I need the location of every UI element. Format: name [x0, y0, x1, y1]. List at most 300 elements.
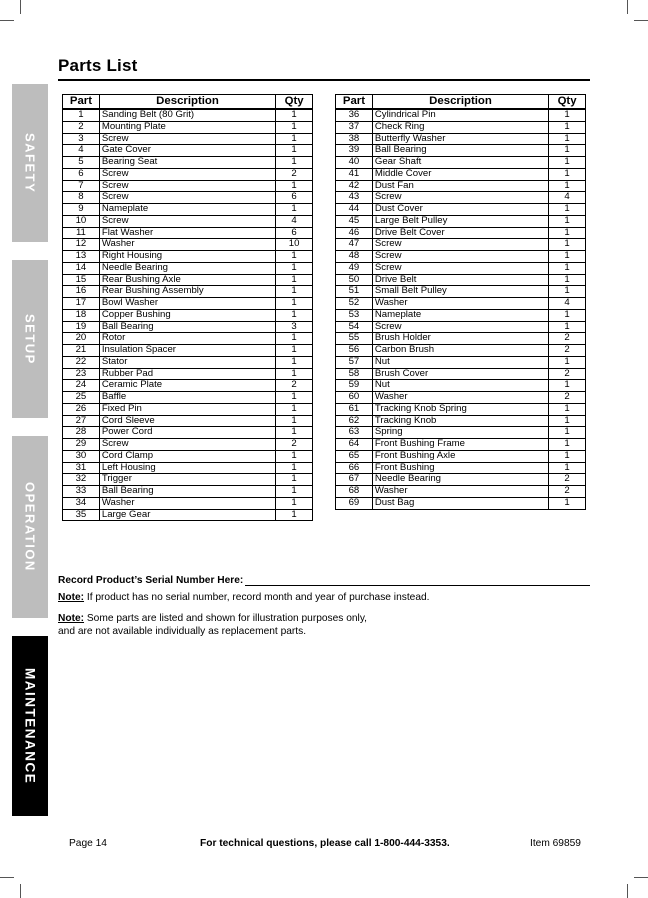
part-number-cell: 26: [63, 403, 100, 415]
description-cell: Brush Holder: [372, 333, 548, 345]
description-cell: Insulation Spacer: [99, 345, 275, 357]
description-cell: Tracking Knob: [372, 415, 548, 427]
part-number-cell: 56: [336, 345, 373, 357]
description-cell: Screw: [372, 192, 548, 204]
qty-cell: 1: [276, 251, 313, 263]
table-row: [63, 380, 313, 392]
table-row: [336, 274, 586, 286]
table-row: [336, 168, 586, 180]
qty-cell: 1: [276, 274, 313, 286]
description-cell: Fixed Pin: [99, 403, 275, 415]
qty-cell: 2: [276, 380, 313, 392]
description-cell: Sanding Belt (80 Grit): [99, 109, 275, 121]
part-number-cell: 11: [63, 227, 100, 239]
qty-cell: 1: [549, 204, 586, 216]
qty-cell: 1: [549, 497, 586, 509]
qty-cell: 1: [276, 486, 313, 498]
qty-cell: 1: [276, 427, 313, 439]
part-number-cell: 45: [336, 215, 373, 227]
part-number-cell: 15: [63, 274, 100, 286]
table-row: [63, 121, 313, 133]
table-row: [63, 145, 313, 157]
description-cell: Nameplate: [372, 309, 548, 321]
tab-maintenance-label: MAINTENANCE: [22, 667, 38, 785]
qty-cell: 1: [549, 215, 586, 227]
description-cell: Gate Cover: [99, 145, 275, 157]
part-number-cell: 50: [336, 274, 373, 286]
table-row: [63, 286, 313, 298]
table-row: [336, 356, 586, 368]
header-qty: Qty: [549, 95, 586, 110]
qty-cell: 1: [276, 356, 313, 368]
description-cell: Bearing Seat: [99, 157, 275, 169]
part-number-cell: 2: [63, 121, 100, 133]
part-number-cell: 49: [336, 262, 373, 274]
table-row: [336, 133, 586, 145]
crop-mark: [627, 0, 628, 14]
qty-cell: 1: [549, 262, 586, 274]
table-row: [336, 180, 586, 192]
qty-cell: 1: [276, 415, 313, 427]
qty-cell: 1: [549, 356, 586, 368]
part-number-cell: 9: [63, 204, 100, 216]
header-description: Description: [99, 95, 275, 110]
table-row: [63, 180, 313, 192]
table-row: [63, 403, 313, 415]
table-row: [63, 368, 313, 380]
part-number-cell: 32: [63, 474, 100, 486]
description-cell: Butterfly Washer: [372, 133, 548, 145]
support-line: For technical questions, please call 1-800-444-3353.: [200, 838, 450, 849]
qty-cell: 1: [276, 474, 313, 486]
note-illustration: [58, 613, 367, 638]
part-number-cell: 58: [336, 368, 373, 380]
part-number-cell: 14: [63, 262, 100, 274]
description-cell: Front Bushing Axle: [372, 450, 548, 462]
qty-cell: 2: [549, 392, 586, 404]
table-row: [63, 309, 313, 321]
part-number-cell: 66: [336, 462, 373, 474]
qty-cell: 1: [276, 298, 313, 310]
part-number-cell: 39: [336, 145, 373, 157]
table-row: [63, 227, 313, 239]
qty-cell: 1: [549, 157, 586, 169]
header-qty: Qty: [276, 95, 313, 110]
description-cell: Washer: [372, 298, 548, 310]
serial-number-blank: [245, 575, 590, 586]
qty-cell: 4: [549, 192, 586, 204]
description-cell: Rear Bushing Axle: [99, 274, 275, 286]
table-row: [63, 239, 313, 251]
table-row: [336, 227, 586, 239]
note-label: Note:: [58, 613, 85, 624]
description-cell: Middle Cover: [372, 168, 548, 180]
qty-cell: 1: [549, 309, 586, 321]
part-number-cell: 27: [63, 415, 100, 427]
crop-mark: [634, 877, 648, 878]
part-number-cell: 38: [336, 133, 373, 145]
part-number-cell: 18: [63, 309, 100, 321]
title-divider: [58, 79, 590, 81]
table-row: [63, 345, 313, 357]
header-description: Description: [372, 95, 548, 110]
table-row: [336, 192, 586, 204]
table-row: [336, 251, 586, 263]
description-cell: Washer: [99, 239, 275, 251]
description-cell: Mounting Plate: [99, 121, 275, 133]
qty-cell: 1: [549, 227, 586, 239]
part-number-cell: 57: [336, 356, 373, 368]
qty-cell: 2: [276, 439, 313, 451]
table-row: [336, 145, 586, 157]
part-number-cell: 55: [336, 333, 373, 345]
qty-cell: 1: [549, 415, 586, 427]
table-row: [336, 298, 586, 310]
part-number-cell: 24: [63, 380, 100, 392]
qty-cell: 1: [549, 274, 586, 286]
part-number-cell: 68: [336, 486, 373, 498]
part-number-cell: 46: [336, 227, 373, 239]
part-number-cell: 53: [336, 309, 373, 321]
tab-safety-label: SAFETY: [22, 132, 38, 194]
qty-cell: 1: [276, 157, 313, 169]
part-number-cell: 30: [63, 450, 100, 462]
serial-number-label: Record Product’s Serial Number Here:: [58, 575, 244, 586]
description-cell: Front Bushing Frame: [372, 439, 548, 451]
part-number-cell: 44: [336, 204, 373, 216]
table-row: [63, 497, 313, 509]
table-header-row: [63, 95, 313, 110]
description-cell: Brush Cover: [372, 368, 548, 380]
part-number-cell: 7: [63, 180, 100, 192]
description-cell: Dust Cover: [372, 204, 548, 216]
qty-cell: 1: [549, 239, 586, 251]
part-number-cell: 6: [63, 168, 100, 180]
description-cell: Screw: [372, 251, 548, 263]
part-number-cell: 40: [336, 157, 373, 169]
description-cell: Screw: [99, 215, 275, 227]
table-row: [336, 392, 586, 404]
item-number: Item 69859: [530, 838, 581, 849]
part-number-cell: 43: [336, 192, 373, 204]
part-number-cell: 23: [63, 368, 100, 380]
table-row: [336, 309, 586, 321]
table-row: [63, 109, 313, 121]
part-number-cell: 60: [336, 392, 373, 404]
description-cell: Nameplate: [99, 204, 275, 216]
tab-safety[interactable]: [12, 84, 48, 242]
table-row: [336, 215, 586, 227]
qty-cell: 10: [276, 239, 313, 251]
table-row: [63, 251, 313, 263]
header-part: Part: [336, 95, 373, 110]
table-row: [63, 157, 313, 169]
table-row: [336, 239, 586, 251]
part-number-cell: 17: [63, 298, 100, 310]
qty-cell: 2: [549, 486, 586, 498]
table-row: [63, 133, 313, 145]
part-number-cell: 29: [63, 439, 100, 451]
table-row: [336, 462, 586, 474]
qty-cell: 1: [276, 403, 313, 415]
table-row: [63, 168, 313, 180]
table-header-row: [336, 95, 586, 110]
description-cell: Rotor: [99, 333, 275, 345]
crop-mark: [627, 884, 628, 898]
part-number-cell: 52: [336, 298, 373, 310]
qty-cell: 1: [549, 462, 586, 474]
qty-cell: 2: [549, 474, 586, 486]
table-row: [336, 368, 586, 380]
tab-operation[interactable]: [12, 436, 48, 618]
description-cell: Rubber Pad: [99, 368, 275, 380]
table-row: [63, 450, 313, 462]
note-serial: [58, 592, 429, 605]
description-cell: Large Gear: [99, 509, 275, 521]
description-cell: Carbon Brush: [372, 345, 548, 357]
page-number: Page 14: [69, 838, 107, 849]
part-number-cell: 28: [63, 427, 100, 439]
description-cell: Needle Bearing: [99, 262, 275, 274]
description-cell: Washer: [372, 392, 548, 404]
part-number-cell: 65: [336, 450, 373, 462]
tab-maintenance[interactable]: [12, 636, 48, 816]
part-number-cell: 62: [336, 415, 373, 427]
table-row: [336, 121, 586, 133]
description-cell: Flat Washer: [99, 227, 275, 239]
table-row: [336, 204, 586, 216]
part-number-cell: 61: [336, 403, 373, 415]
part-number-cell: 42: [336, 180, 373, 192]
qty-cell: 1: [276, 286, 313, 298]
part-number-cell: 1: [63, 109, 100, 121]
qty-cell: 1: [276, 345, 313, 357]
qty-cell: 1: [549, 168, 586, 180]
description-cell: Cord Sleeve: [99, 415, 275, 427]
parts-table-right: [335, 94, 586, 510]
qty-cell: 1: [549, 133, 586, 145]
description-cell: Baffle: [99, 392, 275, 404]
qty-cell: 1: [276, 509, 313, 521]
description-cell: Ball Bearing: [99, 486, 275, 498]
qty-cell: 1: [276, 333, 313, 345]
table-row: [63, 192, 313, 204]
description-cell: Tracking Knob Spring: [372, 403, 548, 415]
part-number-cell: 34: [63, 497, 100, 509]
qty-cell: 1: [276, 309, 313, 321]
part-number-cell: 69: [336, 497, 373, 509]
part-number-cell: 21: [63, 345, 100, 357]
table-row: [63, 321, 313, 333]
description-cell: Drive Belt Cover: [372, 227, 548, 239]
description-cell: Spring: [372, 427, 548, 439]
qty-cell: 4: [276, 215, 313, 227]
part-number-cell: 12: [63, 239, 100, 251]
description-cell: Needle Bearing: [372, 474, 548, 486]
table-row: [336, 286, 586, 298]
table-row: [336, 427, 586, 439]
qty-cell: 4: [549, 298, 586, 310]
table-row: [63, 439, 313, 451]
part-number-cell: 22: [63, 356, 100, 368]
qty-cell: 1: [276, 462, 313, 474]
table-row: [63, 392, 313, 404]
part-number-cell: 67: [336, 474, 373, 486]
table-row: [336, 333, 586, 345]
qty-cell: 2: [276, 168, 313, 180]
table-row: [63, 356, 313, 368]
part-number-cell: 54: [336, 321, 373, 333]
qty-cell: 1: [549, 380, 586, 392]
description-cell: Screw: [99, 133, 275, 145]
part-number-cell: 64: [336, 439, 373, 451]
description-cell: Screw: [99, 439, 275, 451]
crop-mark: [0, 877, 14, 878]
table-row: [63, 427, 313, 439]
description-cell: Nut: [372, 356, 548, 368]
description-cell: Cord Clamp: [99, 450, 275, 462]
description-cell: Copper Bushing: [99, 309, 275, 321]
table-row: [63, 298, 313, 310]
qty-cell: 1: [549, 427, 586, 439]
description-cell: Small Belt Pulley: [372, 286, 548, 298]
table-row: [336, 474, 586, 486]
note-text: and are not available individually as replacement parts.: [58, 625, 307, 637]
part-number-cell: 19: [63, 321, 100, 333]
table-row: [63, 415, 313, 427]
description-cell: Screw: [372, 239, 548, 251]
qty-cell: 1: [549, 403, 586, 415]
qty-cell: 3: [276, 321, 313, 333]
qty-cell: 1: [276, 133, 313, 145]
description-cell: Washer: [372, 486, 548, 498]
part-number-cell: 25: [63, 392, 100, 404]
description-cell: Dust Fan: [372, 180, 548, 192]
description-cell: Power Cord: [99, 427, 275, 439]
table-row: [336, 109, 586, 121]
qty-cell: 1: [549, 321, 586, 333]
part-number-cell: 8: [63, 192, 100, 204]
qty-cell: 1: [549, 450, 586, 462]
page-title: Parts List: [58, 56, 138, 75]
qty-cell: 1: [276, 392, 313, 404]
table-row: [63, 486, 313, 498]
table-row: [63, 274, 313, 286]
crop-mark: [20, 0, 21, 14]
note-text: Some parts are listed and shown for illustration purposes only,: [86, 613, 367, 624]
description-cell: Ceramic Plate: [99, 380, 275, 392]
qty-cell: 1: [549, 145, 586, 157]
description-cell: Drive Belt: [372, 274, 548, 286]
part-number-cell: 37: [336, 121, 373, 133]
tab-setup-label: SETUP: [22, 313, 38, 365]
note-label: Note:: [58, 592, 85, 603]
description-cell: Ball Bearing: [372, 145, 548, 157]
table-row: [336, 415, 586, 427]
description-cell: Screw: [372, 262, 548, 274]
qty-cell: 6: [276, 227, 313, 239]
qty-cell: 1: [276, 180, 313, 192]
part-number-cell: 33: [63, 486, 100, 498]
description-cell: Front Bushing: [372, 462, 548, 474]
part-number-cell: 3: [63, 133, 100, 145]
qty-cell: 1: [276, 450, 313, 462]
part-number-cell: 13: [63, 251, 100, 263]
part-number-cell: 16: [63, 286, 100, 298]
parts-table-left: [62, 94, 313, 521]
table-row: [336, 439, 586, 451]
note-text: If product has no serial number, record month and year of purchase instead.: [86, 592, 430, 603]
description-cell: Screw: [372, 321, 548, 333]
description-cell: Ball Bearing: [99, 321, 275, 333]
qty-cell: 1: [276, 109, 313, 121]
table-row: [336, 450, 586, 462]
table-row: [336, 157, 586, 169]
crop-mark: [0, 20, 14, 21]
description-cell: Cylindrical Pin: [372, 109, 548, 121]
table-row: [336, 380, 586, 392]
part-number-cell: 48: [336, 251, 373, 263]
table-row: [336, 403, 586, 415]
description-cell: Gear Shaft: [372, 157, 548, 169]
table-row: [63, 462, 313, 474]
part-number-cell: 36: [336, 109, 373, 121]
description-cell: Washer: [99, 497, 275, 509]
part-number-cell: 35: [63, 509, 100, 521]
table-row: [63, 215, 313, 227]
part-number-cell: 59: [336, 380, 373, 392]
description-cell: Screw: [99, 168, 275, 180]
qty-cell: 2: [549, 345, 586, 357]
part-number-cell: 47: [336, 239, 373, 251]
qty-cell: 2: [549, 333, 586, 345]
table-row: [63, 262, 313, 274]
tab-setup[interactable]: [12, 260, 48, 418]
description-cell: Large Belt Pulley: [372, 215, 548, 227]
qty-cell: 1: [276, 497, 313, 509]
part-number-cell: 41: [336, 168, 373, 180]
description-cell: Left Housing: [99, 462, 275, 474]
qty-cell: 1: [276, 121, 313, 133]
description-cell: Stator: [99, 356, 275, 368]
qty-cell: 1: [276, 204, 313, 216]
part-number-cell: 51: [336, 286, 373, 298]
qty-cell: 1: [549, 121, 586, 133]
qty-cell: 1: [549, 286, 586, 298]
description-cell: Right Housing: [99, 251, 275, 263]
table-row: [336, 262, 586, 274]
table-row: [336, 321, 586, 333]
qty-cell: 1: [276, 145, 313, 157]
description-cell: Rear Bushing Assembly: [99, 286, 275, 298]
table-row: [63, 509, 313, 521]
table-row: [336, 486, 586, 498]
qty-cell: 1: [276, 368, 313, 380]
table-row: [63, 333, 313, 345]
description-cell: Bowl Washer: [99, 298, 275, 310]
description-cell: Screw: [99, 180, 275, 192]
description-cell: Trigger: [99, 474, 275, 486]
part-number-cell: 10: [63, 215, 100, 227]
qty-cell: 6: [276, 192, 313, 204]
table-row: [63, 474, 313, 486]
table-row: [63, 204, 313, 216]
tab-operation-label: OPERATION: [22, 482, 38, 572]
part-number-cell: 31: [63, 462, 100, 474]
serial-number-field: [58, 575, 590, 586]
part-number-cell: 63: [336, 427, 373, 439]
part-number-cell: 5: [63, 157, 100, 169]
